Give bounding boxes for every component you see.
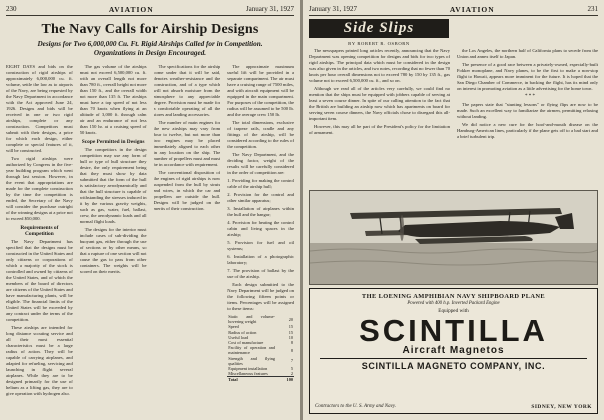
weight-points: 100 [276, 377, 294, 383]
scintilla-advertisement [309, 288, 598, 414]
weight-points: 8 [290, 340, 293, 346]
weight-item: Equipment installation [228, 366, 268, 372]
weight-points: 7 [290, 358, 293, 364]
ad-footer [315, 404, 592, 410]
weight-item: Radius of action [228, 329, 257, 335]
left-magazine-name: AVIATION [108, 4, 154, 14]
paragraph: The Navy Department has specified that the designs must be constructed in the United States and only citizens or corporations of which a majority of the stock is controlled and owned by citizens of the United States, and of which the members of the board of directors are citizens of the United States and have manufacturing plants, will be eligible. The financial limits of the United States will be exceeded by any contract under the terms of the competition. [6, 239, 73, 322]
weight-item: Miscellaneous features [228, 371, 268, 377]
article-column-4 [227, 64, 294, 412]
right-page [303, 0, 604, 420]
list-item: 1. Providing for making the control cable of the airship hull; [227, 178, 294, 189]
side-slips-column-2 [457, 48, 598, 186]
ad-location: SIDNEY, NEW YORK [531, 404, 592, 410]
amphibian-photo [309, 190, 598, 285]
paragraph: The newspapers printed long articles recently, announcing that the Navy Department was opening competition for designs and bids for two types of rigid airships. The principal data which must be considered in the design was also given in the articles, and two notes, recording that no fewer than 70 knots per hour overall dimensions not to exceed 780 by 150 by 135 ft., gas volume not to exceed 6,500,000 cu. ft., and so on. [309, 48, 450, 83]
list-item: 7. The provision of ballast by the use of the airship. [227, 268, 294, 279]
side-slips-title: Side Slips [309, 19, 449, 38]
paragraph: The designs for the interior must include cases of sub-dividing the buoyant gas, either through the use of sections or by other means, so that a rupture of one section will not cause the gas to pass from other containers. The weights will be scored on their merits. [79, 227, 147, 274]
list-item: 3. Installation of airplanes within the hull and the hangar; [227, 206, 294, 217]
left-running-head [6, 4, 294, 16]
left-page [0, 0, 300, 420]
airplane-illustration [310, 191, 597, 284]
section-heading: Scope Permitted in Designs [81, 139, 145, 145]
weight-points: 15 [288, 324, 293, 330]
weight-points: 8 [290, 347, 293, 353]
ad-product-name: Aircraft Magnetos [402, 345, 505, 356]
weight-points: 15 [288, 329, 293, 335]
side-slips-column-1 [309, 48, 450, 186]
table-row [227, 356, 294, 366]
weight-item: Facility of operation and maintenance [228, 345, 275, 356]
article-title: The Navy Calls for Airship Designs [41, 22, 259, 37]
section-separator: * * * [525, 94, 535, 99]
ad-brand-logo: SCINTILLA [359, 313, 548, 348]
ad-headline: THE LOENING AMPHIBIAN NAVY SHIPBOARD PLANE [361, 293, 546, 300]
weight-item: Cost of manufacture [228, 340, 264, 346]
paragraph: The competitors in the design competition may use any form of hull or type of hull structure they desire, the only requirement being that they must show by data submitted that the form of the hull is satisfactory aerodynamically and that the hull structure is capable of withstanding the stresses induced in it by the various gravity weights, such as gas, water, fuel, ballast, crew, the aerodynamic loads and all normal flight loads. [79, 147, 147, 224]
paragraph: The papers state that "stunting lessons" or flying flips are now to be made. Such an excellent way to familiarize the airmen, permitting relaxing without landing. [457, 102, 598, 119]
list-item: 4. Provision for heating the control cabin and living spaces in the airship; [227, 220, 294, 237]
section-heading: Requirements of Competition [20, 225, 59, 237]
weight-points: 10 [288, 334, 293, 340]
paragraph: The approximate maximum useful lift will be provided in a separate compartment. The air must have a cruising range of 7500 miles, and with aircraft equipment will be equipped in the main compartment. For purposes of the competition, the radius will be assumed to be 500 lb. and the average crew 150 lb. [227, 64, 294, 117]
paragraph: The presence of a good race between a privately-owned, especially-built Fokker monoplane, and Navy planes, to be the first to make a non-stop flight to Hawaii, appears more imminent for the future. It is hoped that the San Diego Chamber of Commerce, in backing the flight, has its mind only on interest in promoting aviation as a little advertising for the home town. [457, 62, 598, 91]
weight-item: Static and volume-hovering weight [228, 314, 275, 325]
left-issue-date: January 31, 1927 [245, 5, 294, 13]
weight-item: Speed [228, 324, 239, 330]
byline: BY ROBERT R. OSBORN [348, 41, 410, 46]
paragraph: We did notice a new cure for the hoof-and-mouth disease on the Hamburg-American lines, particularly if the plane gets off to a bad start and a brief turbulent trip. [457, 122, 598, 139]
paragraph: The number of main engines for the new airships may vary from four to twelve, but not more than two engines may be placed immediately aligned to each other in any location on the ship. The number of propellers must and must be in accordance with requirement. [153, 120, 221, 167]
weight-item: Strength and flying qualities [228, 355, 275, 366]
article-column-1 [6, 64, 73, 412]
weight-item: Total [227, 377, 276, 383]
paragraph: The gas volume of the airships must not exceed 6,500,000 cu. ft. with an overall length not more than 780 ft., overall height not more than 150 ft., and the overall width not more than 135 ft. The airships must have a top speed of not less than 70 knots when flying at an altitude of 3,000 ft. through calm air and an endurance of not less than 150 hr. at a cruising speed of 50 knots. [79, 64, 147, 135]
table-total-row [227, 377, 294, 383]
paragraph: Although we read all of the articles very carefully, we could find no mention that the ships must be equipped with jobbers capable of serving at least a seven course dinner. In spite of our calling attention to the fact that the British are building an airship now which has apartments on board for serving seven course dinners, the Navy officials chose to disregard this all-important item. [309, 86, 450, 121]
paragraph: Each design submitted to the Navy Department will be judged on the following fifteen points or items. Percentages will be assigned to these items: [227, 282, 294, 311]
right-issue-date: January 31, 1927 [309, 5, 358, 13]
ad-divider [320, 358, 587, 359]
article-column-3 [154, 64, 221, 412]
paragraph: The conventional disposition of the engines of rigid airships is now suspended from the hull by struts and wires, in which the car and propellers are outside the hull. Designs will be judged on the merits of their construction. [153, 170, 221, 211]
deck-line-1: Designs for Two 6,000,000 Cu. Ft. Rigid Airships Called for in Competition. [37, 40, 263, 48]
ad-powered-line: Powered with 400 h.p. Inverted Packard Engine [407, 301, 500, 306]
paragraph: These airships are intended for long distance scouting service and all their most essential characteristics must be a large radius of action. They will be capable of carrying airplanes, and adapted for refueling, servicing and launching in flight several airplanes. While they are to be designed primarily for the use of helium as a lifting gas, they are to give operation with hydrogen also. [6, 325, 73, 396]
weight-points: 2 [290, 371, 293, 377]
ad-company-name: SCINTILLA MAGNETO COMPANY, INC. [361, 361, 546, 371]
left-page-number: 230 [6, 5, 17, 13]
right-magazine-name: AVIATION [449, 4, 495, 14]
list-item: 6. Installation of a photographic laboratory; [227, 254, 294, 265]
weight-points: 20 [288, 316, 293, 322]
article-column-2 [80, 64, 147, 412]
right-page-number: 231 [587, 5, 598, 13]
deck-line-2: Organizations in Design Encouraged. [93, 49, 207, 57]
weight-item: Useful load [228, 334, 249, 340]
ad-equipped-line: Equipped with [438, 308, 469, 314]
paragraph: The specifications for the airship come under that it will be said, denotes weather-resistance and the construction, and of a type which will not absorb moisture from the atmosphere to any appreciable degree. Provision must be made for a comfortable operating of all the stores and landing accessories. [153, 64, 221, 117]
right-running-head [309, 4, 598, 16]
table-row [227, 314, 294, 324]
weight-points: 5 [290, 366, 293, 372]
paragraph: the Los Angeles, the northern half of California plans to secede from the Union and annex itself to Japan. [457, 48, 598, 59]
side-slips-columns [309, 48, 598, 186]
table-row [227, 345, 294, 355]
article-columns [6, 64, 294, 412]
list-item: 2. Provision for the control and other similar apparatus; [227, 192, 294, 203]
paragraph: EIGHT DAYS and bids on the construction of rigid airships of approximately 6,000,000 cu. ft. volume, settle the law as to airports of the Navy, are being requested by the Navy Department in accordance with the Act approved June 24, 1926. Designs and bids will be received in one or two rigid airships, complete or any construction. Competitors must submit with their designs, a price for which each design, either complete or special features of it, will be constructed. [6, 64, 73, 153]
paragraph: The Navy Department, and the deciding factor, weight of the results will be carefully considered in the order of competition are: [227, 152, 294, 175]
ad-contractors-line: Contractors to the U. S. Army and Navy. [315, 404, 397, 409]
article-deck [6, 40, 294, 58]
judging-weights-table [227, 314, 294, 383]
paragraph: However, this may all be part of the President's policy for the limitation of armament. [309, 124, 450, 135]
list-item: 5. Provision for fuel and oil systems; [227, 240, 294, 251]
paragraph: The total dimensions, exclusive of trapeze rails, cradle and any fittings of the airship, will be considered according to the rules of the competition. [227, 120, 294, 149]
paragraph: Two rigid airships were authorized by Congress in the five-year building program which went through last session. However, in the event that appropriations are made for the complete construction by the time the competition is ended, the Secretary of the Navy will consider the purchase outright of the winning designs at a price not to exceed $50,000. [6, 156, 73, 221]
